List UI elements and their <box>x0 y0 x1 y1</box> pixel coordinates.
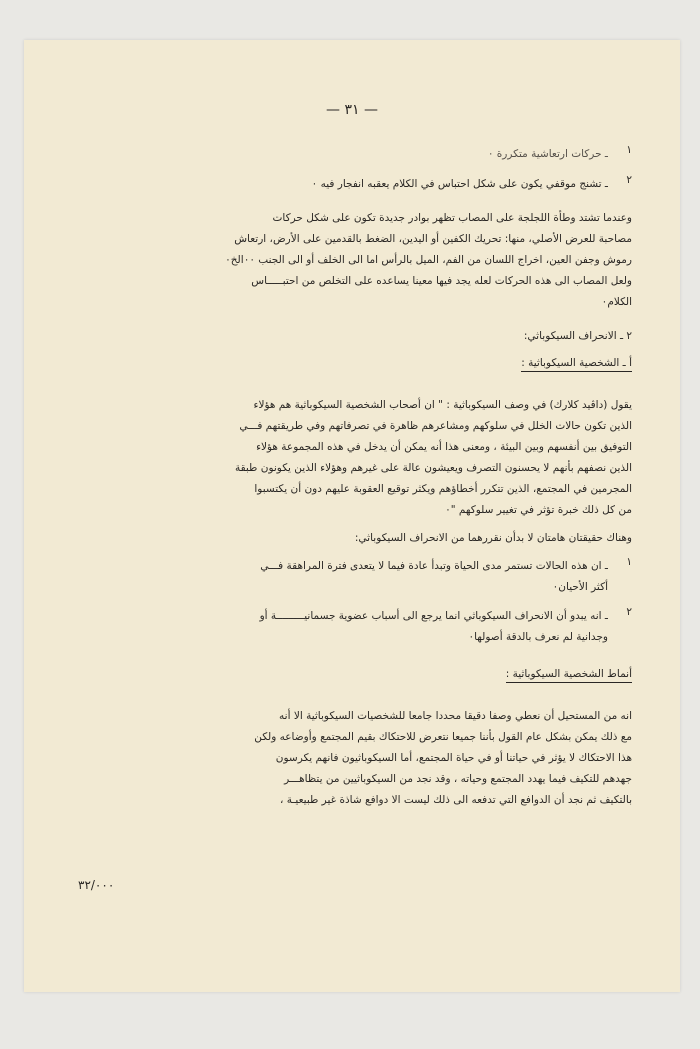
list-text: وجدانية لم نعرف بالدقة أصولها٠ <box>468 631 608 643</box>
paragraph-line: انه من المستحيل أن نعطي وصفا دقيقا محددا جامعا للشخصيات السيكوباثية الا أنه <box>279 710 632 722</box>
paragraph-line: رموش وجفن العين، اخراج اللسان من الفم، الميل بالرأس اما الى الخلف أو الى الجنب ٠٠الخ٠ <box>225 254 632 266</box>
page-number: — ٣١ — <box>326 102 378 118</box>
paragraph-line: جهدهم للتكيف فيما يهدد المجتمع وحياته ، وقد نجد من السيكوباثيين من يتظاهـــر <box>284 773 632 785</box>
paragraph-line: يقول (داڤيد كلارك) في وصف السيكوباثية : " ان أصحاب الشخصية السيكوباثية هم هؤلاء <box>253 399 632 411</box>
document-page <box>24 40 680 992</box>
list-number: ٢ <box>626 174 632 186</box>
paragraph-line: بالتكيف ثم نجد أن الدوافع التي تدفعه الى ذلك ليست الا دوافع شاذة غير طبيعيـة ، <box>279 794 632 806</box>
paragraph-line: مع ذلك يمكن بشكل عام القول بأننا جميعا نتعرض للاحتكاك بقيم المجتمع وأوضاعه ولكن <box>254 731 632 743</box>
list-text: ـ حركات ارتعاشية متكررة ٠ <box>487 148 608 160</box>
paragraph-line: وعندما تشتد وطأة اللجلجة على المصاب تظهر بوادر جديدة تكون على شكل حركات <box>272 212 632 224</box>
paragraph-line: الذين نصفهم بأنهم لا يحسنون التصرف ويعيشون عالة على غيرهم وهؤلاء الذين يكونون طبقة <box>234 462 632 474</box>
paragraph-3 <box>78 706 632 811</box>
list-number: ١ <box>626 556 632 568</box>
paragraph-line: من كل ذلك خبرة تؤثر في تغيير سلوكهم "٠ <box>445 504 632 516</box>
list-number: ١ <box>626 144 632 156</box>
paragraph-line: الكلام٠ <box>601 296 632 308</box>
paragraph-2 <box>78 395 632 521</box>
paragraph-line: ولعل المصاب الى هذه الحركات لعله يجد فيها معينا يساعده على التخلص من احتبـــــاس <box>251 275 632 287</box>
list-item-1 <box>78 144 632 165</box>
paragraph-line: مصاحبة للعرض الأصلي، منها: تحريك الكفين أو اليدين، الضغط بالقدمين على الأرض، ارتعاش <box>234 233 632 245</box>
list-text: ـ ان هذه الحالات تستمر مدى الحياة وتبدأ عادة فيما لا يتعدى فترة المراهقة فـــي <box>260 560 608 572</box>
paragraph-line: المجرمين في المجتمع، الذين تتكرر أخطاؤهم ويكثر توقيع العقوبة عليهم دون أن يكتسبوا <box>254 483 632 495</box>
list2-item-2 <box>78 606 632 648</box>
section-heading: ٢ ـ الانحراف السيكوباثي: <box>523 330 632 342</box>
list-number: ٢ <box>626 606 632 618</box>
paragraph-1 <box>78 208 632 313</box>
paragraph-line: التوفيق بين أنفسهم وبين البيئة ، ومعنى هذا أنه يمكن أن يدخل في هذه المجموعة هؤلاء <box>256 441 632 453</box>
footer-page-count: ٣٢/٠٠٠ <box>78 878 115 892</box>
intro-line: وهناك حقيقتان هامتان لا بدأن نقررهما من الانحراف السيكوباثي: <box>354 532 632 544</box>
list-item-2 <box>78 174 632 195</box>
list2-item-1 <box>78 556 632 598</box>
list-text: ـ انه يبدو أن الانحراف السيكوباثي انما يرجع الى أسباب عضوية جسمانيـــــــــة أو <box>259 610 608 622</box>
list-text: ـ تشنج موقفي يكون على شكل احتباس في الكلام يعقبه انفجار فيه ٠ <box>311 178 608 190</box>
paragraph-line: هذا الاحتكاك لا يؤثر في حياتنا أو في حياة المجتمع، أما السيكوباثيون فانهم يكرسون <box>275 752 632 764</box>
list-text: أكثر الأحيان٠ <box>552 581 608 593</box>
subheading-personality-types: أنماط الشخصية السيكوباثية : <box>506 668 632 680</box>
paragraph-line: الذين تكون حالات الخلل في سلوكهم ومشاعرهم ظاهرة في تصرفاتهم وفي طريقتهم فـــي <box>239 420 632 432</box>
subheading-psychopathic-personality: أ ـ الشخصية السيكوباثية : <box>521 357 632 369</box>
